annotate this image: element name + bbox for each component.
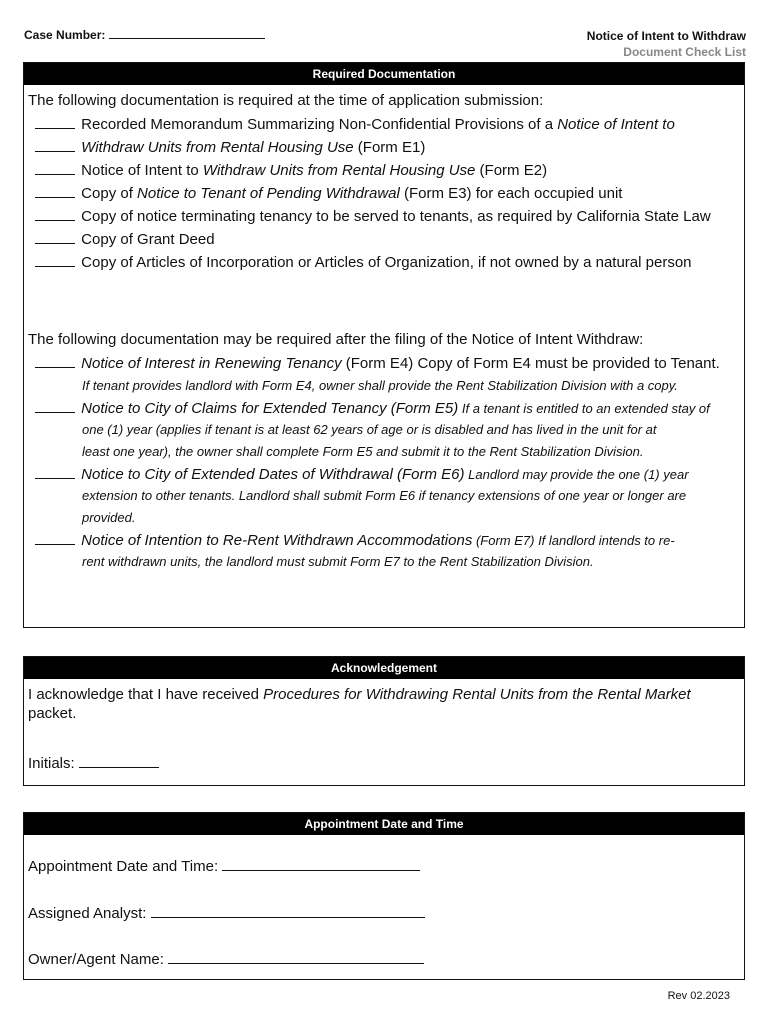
section-heading: Required Documentation [24,63,744,85]
owner-agent-row [28,950,424,968]
case-number-label: Case Number: [24,28,106,42]
optional-item: Notice of Interest in Renewing Tenancy (Form E4) Copy of Form E4 must be provided to Tenant. [35,354,720,372]
check-blank[interactable] [35,465,75,479]
appointment-date-label: Appointment Date and Time: [28,858,219,875]
optional-item-note: least one year), the owner shall complete Form E5 and submit it to the Rent Stabilization Division. [82,444,644,459]
check-blank[interactable] [35,138,75,152]
optional-item-note: rent withdrawn units, the landlord must submit Form E7 to the Rent Stabilization Division. [82,554,594,569]
document-subtitle: Document Check List [623,45,746,59]
optional-item: Notice to City of Extended Dates of Withdrawal (Form E6) Landlord may provide the one (1) year [35,465,689,483]
required-documentation-section [23,62,745,628]
optional-item: Notice of Intention to Re-Rent Withdrawn Accommodations (Form E7) If landlord intends to re- [35,531,675,549]
document-title: Notice of Intent to Withdraw [586,29,746,43]
checklist-item: Recorded Memorandum Summarizing Non-Confidential Provisions of a Notice of Intent to [35,115,675,133]
check-blank[interactable] [35,531,75,545]
appointment-section [23,812,745,980]
section-heading: Appointment Date and Time [24,813,744,835]
revision-label: Rev 02.2023 [667,990,730,1002]
appointment-date-row [28,857,420,875]
check-blank[interactable] [35,253,75,267]
assigned-analyst-row [28,904,425,922]
checklist-item: Copy of Notice to Tenant of Pending Withdrawal (Form E3) for each occupied unit [35,184,622,202]
initials-label: Initials: [28,755,75,772]
optional-item-note: extension to other tenants. Landlord shall submit Form E6 if tenancy extensions of one year or longer are [82,488,687,503]
checklist-item-cont: Withdraw Units from Rental Housing Use (Form E1) [35,138,425,156]
checklist-item: Copy of Grant Deed [35,230,215,248]
optional-intro: The following documentation may be required after the filing of the Notice of Intent Withdraw: [28,331,644,348]
section-heading: Acknowledgement [24,657,744,679]
initials-field[interactable] [79,754,159,768]
check-blank[interactable] [35,207,75,221]
ack-text-cont: packet. [28,705,77,722]
check-blank[interactable] [35,354,75,368]
checklist-item: Notice of Intent to Withdraw Units from Rental Housing Use (Form E2) [35,161,547,179]
check-blank[interactable] [35,230,75,244]
case-number-field[interactable] [109,27,265,39]
required-intro: The following documentation is required at the time of application submission: [28,92,544,109]
optional-item-note: provided. [82,510,136,525]
owner-agent-label: Owner/Agent Name: [28,951,164,968]
acknowledgement-section [23,656,745,786]
case-number [24,27,265,42]
check-blank[interactable] [35,161,75,175]
optional-item: Notice to City of Claims for Extended Tenancy (Form E5) If a tenant is entitled to an extended stay of [35,399,710,417]
owner-agent-field[interactable] [168,950,424,964]
check-blank[interactable] [35,184,75,198]
check-blank[interactable] [35,399,75,413]
check-blank[interactable] [35,115,75,129]
optional-item-note: If tenant provides landlord with Form E4, owner shall provide the Rent Stabilization Division with a copy. [82,378,678,393]
checklist-item: Copy of Articles of Incorporation or Articles of Organization, if not owned by a natural person [35,253,692,271]
assigned-analyst-label: Assigned Analyst: [28,905,147,922]
optional-item-note: one (1) year (applies if tenant is at least 62 years of age or is disabled and has lived in the unit for at [82,422,657,437]
assigned-analyst-field[interactable] [151,904,425,918]
checklist-item: Copy of notice terminating tenancy to be served to tenants, as required by California State Law [35,207,711,225]
initials-row [28,754,159,772]
appointment-date-field[interactable] [222,857,420,871]
ack-text: I acknowledge that I have received Procedures for Withdrawing Rental Units from the Rental Market [28,686,691,703]
